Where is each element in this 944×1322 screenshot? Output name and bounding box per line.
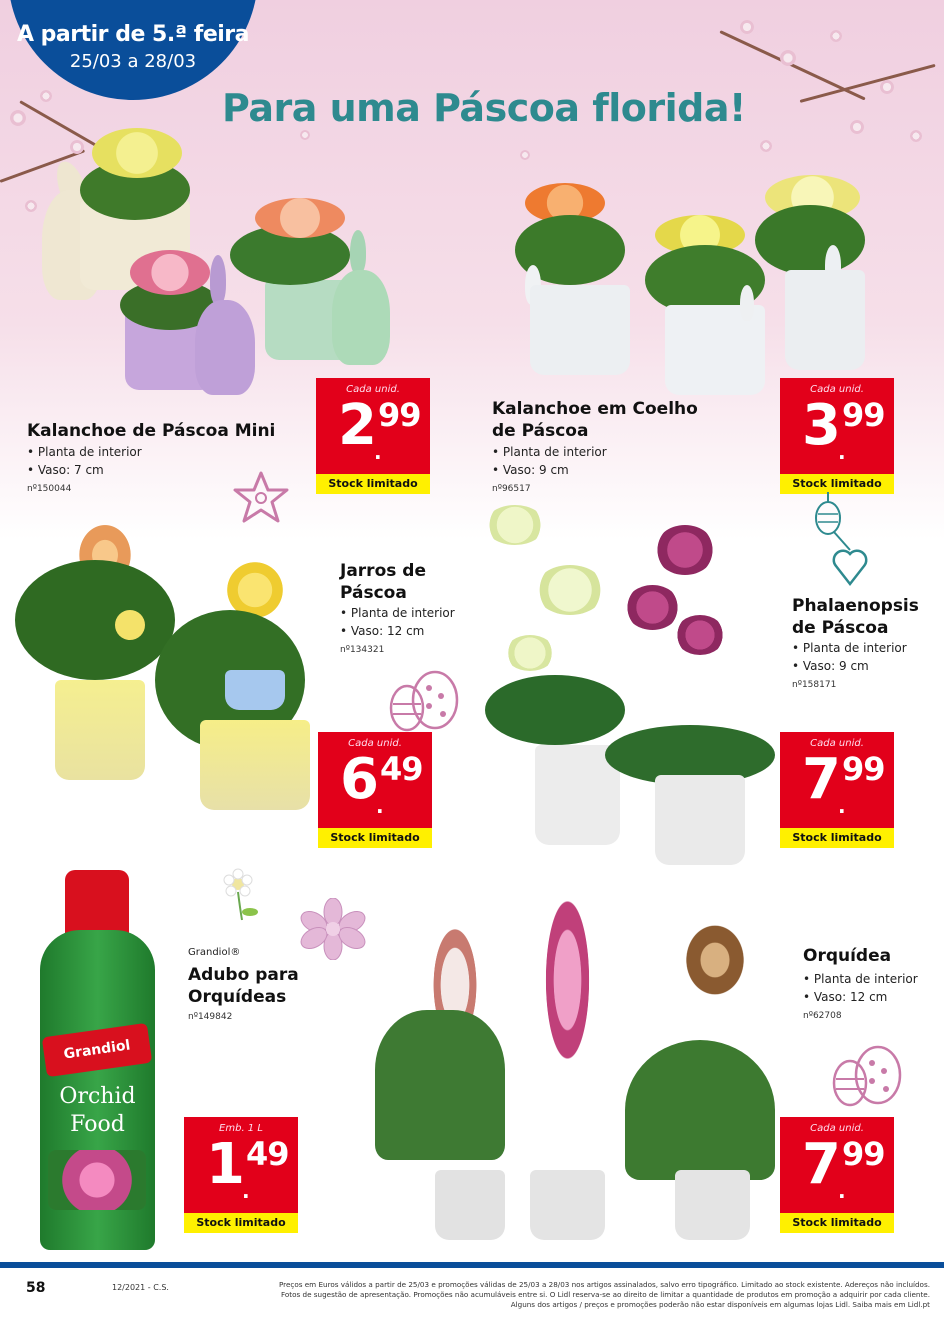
stock-label: Stock limitado [184, 1213, 298, 1233]
price-dot: . [242, 1179, 250, 1203]
product-name-line1: Kalanchoe em Coelho [492, 399, 698, 419]
product-code: nº62708 [803, 1011, 842, 1021]
product-name: Kalanchoe de Páscoa Mini [27, 421, 276, 441]
price-unit: Cada unid. [810, 384, 864, 395]
price-integer: 3 [802, 393, 839, 458]
price-dot: . [376, 794, 384, 818]
price-tag [780, 732, 894, 848]
bullet-item: • Vaso: 9 cm [792, 657, 907, 675]
product-name [188, 964, 299, 1008]
price-tag [780, 378, 894, 494]
price-integer: 7 [802, 747, 839, 812]
price-decimals: 99 [842, 750, 885, 788]
price-decimals: 99 [842, 396, 885, 434]
price-panel [184, 1117, 298, 1213]
product-name-line1: Phalaenopsis [792, 596, 919, 616]
product-name [492, 398, 698, 442]
jarros-photo [15, 520, 315, 820]
product-name [792, 595, 919, 639]
stock-label: Stock limitado [780, 474, 894, 494]
hanging-egg-heart-icon [808, 492, 878, 592]
product-code: nº134321 [340, 645, 385, 655]
orchid-food-bottle-photo [30, 870, 165, 1260]
legal-line: Alguns dos artigos / preços e promoções poderão não estar disponíveis em algumas lojas Lidl. Saiba mais em Lidl.pt [510, 1300, 930, 1309]
price-tag [780, 1117, 894, 1233]
product-code: nº150044 [27, 484, 72, 494]
product-name [340, 560, 426, 604]
page-headline: Para uma Páscoa florida! [222, 86, 746, 130]
price-decimals: 99 [842, 1135, 885, 1173]
bullet-item: • Vaso: 12 cm [340, 622, 455, 640]
badge-line2: 25/03 a 28/03 [69, 51, 197, 72]
product-bullets [792, 639, 907, 675]
stock-label: Stock limitado [316, 474, 430, 494]
product-name-line2: de Páscoa [492, 421, 589, 441]
price-unit: Emb. 1 L [219, 1123, 263, 1134]
phalaenopsis-photo [465, 505, 765, 865]
easter-egg-icon [385, 670, 465, 736]
stock-label: Stock limitado [318, 828, 432, 848]
bullet-item: • Planta de interior [803, 970, 918, 988]
product-name-line1: Jarros de [340, 561, 426, 581]
bullet-item: • Planta de interior [340, 604, 455, 622]
bullet-item: • Planta de interior [492, 443, 607, 461]
price-panel [780, 732, 894, 828]
bottle-brand-label: Grandiol [42, 1023, 153, 1077]
bottle-label-line1: Orchid [59, 1084, 136, 1109]
legal-line: Preços em Euros válidos a partir de 25/03 e promoções válidas de 25/03 a 28/03 nos artigos assinalados, salvo erro tipográfico. Limitado ao stock existente. Adereços não incluídos. [278, 1280, 930, 1289]
bullet-item: • Planta de interior [792, 639, 907, 657]
badge-line1: A partir de 5.ª feira [17, 22, 249, 47]
bullet-item: • Vaso: 12 cm [803, 988, 918, 1006]
product-bullets [492, 443, 607, 479]
product-bullets [340, 604, 455, 640]
price-tag [316, 378, 430, 494]
price-dot: . [374, 440, 382, 464]
product-name: Orquídea [803, 946, 892, 966]
product-name-line2: Páscoa [340, 583, 407, 603]
edition-code: 12/2021 - C.S. [112, 1283, 169, 1292]
price-panel [780, 378, 894, 474]
price-panel [318, 732, 432, 828]
bullet-item: • Vaso: 7 cm [27, 461, 142, 479]
product-bullets [27, 443, 142, 479]
price-decimals: 99 [378, 396, 421, 434]
pink-flower-icon [300, 898, 366, 960]
price-panel [316, 378, 430, 474]
product-name-line2: Orquídeas [188, 987, 287, 1007]
price-tag [318, 732, 432, 848]
price-integer: 7 [802, 1132, 839, 1197]
price-unit: Cada unid. [810, 1123, 864, 1134]
price-unit: Cada unid. [810, 738, 864, 749]
price-integer: 1 [206, 1132, 243, 1197]
stock-label: Stock limitado [780, 828, 894, 848]
price-dot: . [838, 440, 846, 464]
product-code: nº96517 [492, 484, 531, 494]
price-dot: . [838, 1179, 846, 1203]
daisy-icon [220, 868, 266, 924]
bullet-item: • Planta de interior [27, 443, 142, 461]
price-integer: 2 [338, 393, 375, 458]
stock-label: Stock limitado [780, 1213, 894, 1233]
legal-notice [190, 1280, 930, 1310]
price-dot: . [838, 794, 846, 818]
product-name-line2: de Páscoa [792, 618, 889, 638]
price-decimals: 49 [246, 1135, 289, 1173]
footer-divider [0, 1262, 944, 1268]
bullet-item: • Vaso: 9 cm [492, 461, 607, 479]
price-integer: 6 [340, 747, 377, 812]
kalanchoe-coelho-photo [505, 175, 875, 395]
product-code: nº158171 [792, 680, 837, 690]
product-brand: Grandiol® [188, 947, 241, 958]
easter-egg-icon [828, 1045, 908, 1111]
bottle-label-line2: Food [70, 1112, 125, 1137]
price-panel [780, 1117, 894, 1213]
product-bullets [803, 970, 918, 1006]
price-unit: Cada unid. [346, 384, 400, 395]
kalanchoe-mini-photo [30, 120, 400, 400]
price-decimals: 49 [380, 750, 423, 788]
star-flower-icon [232, 470, 290, 524]
page-number: 58 [26, 1280, 46, 1296]
price-tag [184, 1117, 298, 1233]
price-unit: Cada unid. [348, 738, 402, 749]
orquidea-photo [375, 880, 795, 1240]
product-code: nº149842 [188, 1012, 233, 1022]
legal-line: Fotos de sugestão de apresentação. Promoções não acumuláveis entre si. O Lidl reserva-se ao direito de limitar a quantidade de produtos em promoção a adquirir por cada cliente. [281, 1290, 930, 1299]
product-name-line1: Adubo para [188, 965, 299, 985]
